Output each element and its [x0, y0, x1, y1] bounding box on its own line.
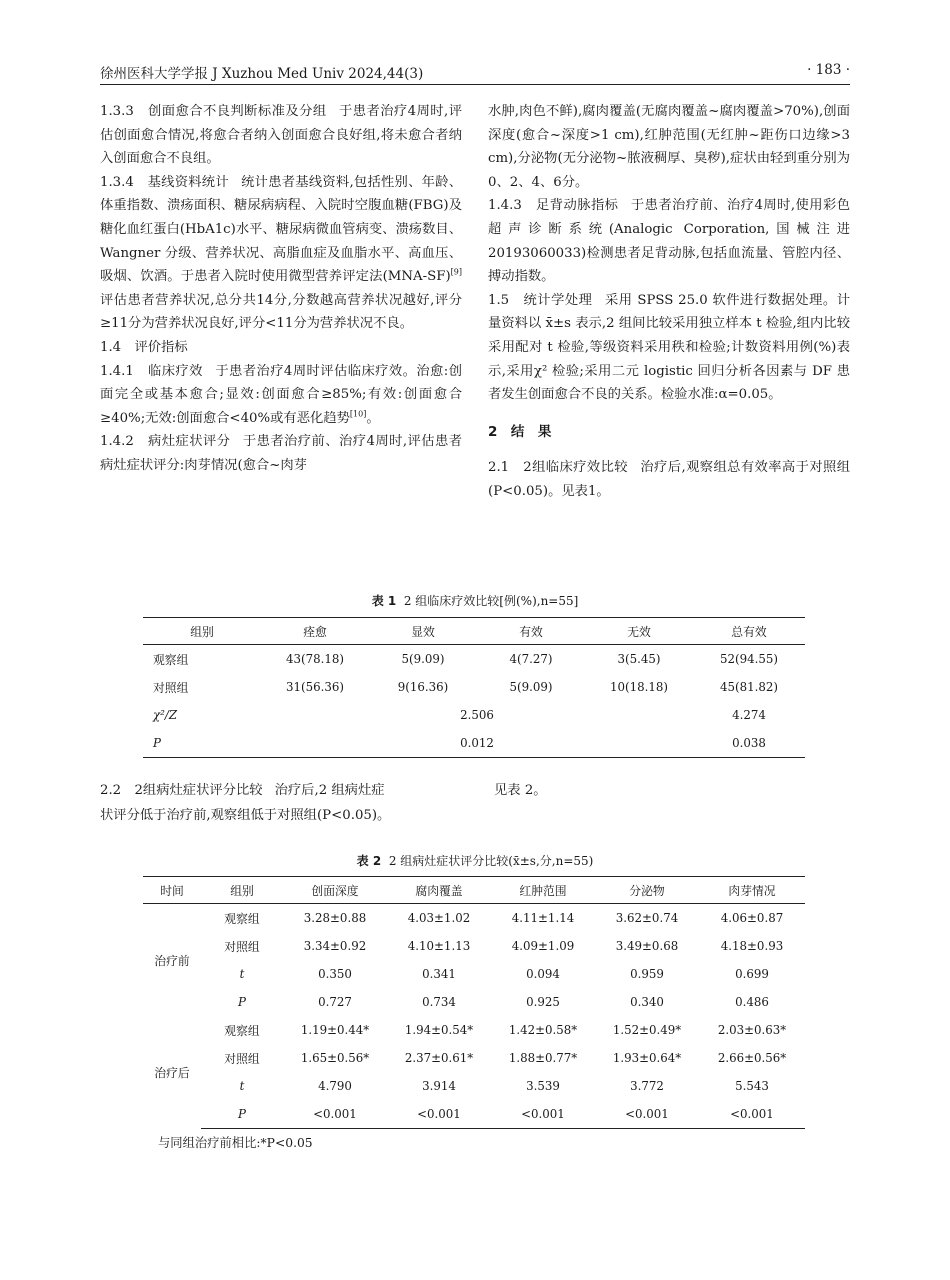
table-cell: 0.699: [735, 967, 769, 981]
section-1-4-3-heading: 1.4.3 足背动脉指标: [488, 198, 619, 214]
table-row: [143, 960, 805, 988]
table-cell: 观察组: [224, 911, 260, 926]
table-row: [143, 1100, 805, 1129]
stat-value: 0.038: [693, 729, 805, 758]
table-cell: <0.001: [491, 1100, 595, 1129]
citation-9: [9]: [450, 267, 462, 277]
table-cell: 1.93±0.64*: [612, 1051, 682, 1065]
table-cell: 1.19±0.44*: [300, 1023, 370, 1037]
section-1-4-2-continued: 水肿,肉色不鲜),腐肉覆盖(无腐肉覆盖~腐肉覆盖>70%),创面深度(愈合~深度>1 cm),红肿范围(无红肿~距伤口边缘>3 cm),分泌物(无分泌物~脓液稠厚、臭秽),症状由轻到重分别为0、2、4、6分。: [488, 104, 850, 190]
table-cell: 2.03±0.63*: [717, 1023, 787, 1037]
section-2-2-body-line2: 状评分低于治疗前,观察组低于对照组(P<0.05)。: [100, 808, 391, 823]
table-cell: 3.34±0.92: [303, 939, 367, 953]
section-2-1: [488, 456, 850, 503]
table-2-title: 2 组病灶症状评分比较(x̄±s,分,n=55): [388, 854, 594, 868]
section-1-4-3-body: 于患者治疗前、治疗4周时,使用彩色超声诊断系统(Analogic Corporation,国械注进 20193060033)检测患者足背动脉,包括血流量、管腔内径、搏动指数。: [488, 198, 850, 285]
section-2-2-body: 治疗后,2 组病灶症: [274, 783, 385, 798]
table-row: [143, 1072, 805, 1100]
table-2-header-cell: 组别: [201, 877, 283, 904]
table-cell: 10(18.18): [610, 680, 668, 694]
section-2-2-see-table: 见表 2。: [494, 783, 547, 798]
section-1-4-1: [100, 360, 462, 431]
time-period-cell: 治疗后: [154, 1065, 190, 1080]
table-cell: 3.28±0.88: [303, 911, 367, 925]
table-cell: 3(5.45): [617, 652, 661, 666]
section-1-4-1-end: 。: [366, 410, 380, 426]
table-cell: 3.62±0.74: [615, 911, 679, 925]
section-2-2-heading: 2.2 2组病灶症状评分比较: [100, 783, 263, 798]
section-1-3-3-body: 于患者治疗4周时,评估创面愈合情况,将愈合者纳入创面愈合良好组,将未愈合者纳入创面愈合不良组。: [100, 104, 462, 167]
section-1-4-1-heading: 1.4.1 临床疗效: [100, 363, 203, 379]
table-1-header-cell: 总有效: [693, 618, 805, 645]
section-2-2-line1: [100, 778, 385, 803]
table-row: [143, 988, 805, 1016]
table-row: [143, 729, 805, 758]
stat-value: 2.506: [460, 708, 494, 722]
table-cell: 对照组: [153, 680, 189, 695]
journal-citation: 徐州医科大学学报 J Xuzhou Med Univ 2024,44(3): [100, 66, 424, 82]
section-1-4-1-body: 于患者治疗4周时评估临床疗效。治愈:创面完全或基本愈合;显效:创面愈合≥85%;有效:创面愈合≥40%;无效:创面愈合<40%或有恶化趋势: [100, 363, 462, 426]
section-1-4-heading: 1.4 评价指标: [100, 339, 188, 355]
table-cell: 对照组: [224, 1051, 260, 1066]
table-cell: P: [238, 995, 246, 1009]
table-cell: 0.959: [630, 967, 664, 981]
table-cell: 4.790: [318, 1079, 352, 1093]
table-cell: <0.001: [387, 1100, 491, 1129]
table-cell: P: [201, 1100, 283, 1129]
table-cell: 4.10±1.13: [407, 939, 471, 953]
table-2-header-cell: 红肿范围: [491, 877, 595, 904]
time-period-cell: 治疗前: [154, 953, 190, 968]
table-2: [143, 876, 805, 1129]
table-cell: 43(78.18): [286, 652, 344, 666]
section-1-4-2-body: 于患者治疗前、治疗4周时,评估患者病灶症状评分:肉芽情况(愈合~肉芽: [100, 434, 462, 473]
table-cell: 0.727: [318, 995, 352, 1009]
table-cell: t: [239, 967, 245, 981]
section-1-5: [488, 289, 850, 407]
section-1-3-4: [100, 171, 462, 336]
table-cell: 1.65±0.56*: [300, 1051, 370, 1065]
table-cell: 4(7.27): [509, 652, 553, 666]
table-2-header-cell: 分泌物: [595, 877, 699, 904]
table-cell: 4.09±1.09: [511, 939, 575, 953]
table-cell: 4.06±0.87: [720, 911, 784, 925]
right-column: [488, 100, 850, 504]
table-cell: 对照组: [224, 939, 260, 954]
table-cell: 9(16.36): [397, 680, 449, 694]
table-row: [143, 645, 805, 674]
citation-10: [10]: [349, 409, 367, 419]
section-2-1-heading: 2.1 2组临床疗效比较: [488, 460, 628, 476]
table-cell: <0.001: [699, 1100, 805, 1129]
left-column: [100, 100, 462, 478]
table-cell: t: [239, 1079, 245, 1093]
table-cell: 0.341: [422, 967, 456, 981]
table-cell: 0.925: [526, 995, 560, 1009]
table-1-caption: [100, 592, 850, 609]
table-cell: 1.52±0.49*: [612, 1023, 682, 1037]
table-cell: 3.49±0.68: [615, 939, 679, 953]
section-1-4-2: [100, 430, 462, 477]
table-1-header-cell: 显效: [369, 618, 477, 645]
table-1-label: 表 1: [371, 594, 397, 608]
stat-label: P: [143, 729, 261, 758]
table-cell: 0.486: [735, 995, 769, 1009]
table-cell: 4.18±0.93: [720, 939, 784, 953]
table-cell: 52(94.55): [720, 652, 778, 666]
table-cell: 3.539: [526, 1079, 560, 1093]
table-1-header-cell: 无效: [585, 618, 693, 645]
table-cell: 4.03±1.02: [407, 911, 471, 925]
table-cell: 观察组: [153, 652, 189, 667]
table-2-header-cell: 时间: [143, 877, 201, 904]
stat-value: 4.274: [732, 708, 766, 722]
table-row: [143, 673, 805, 701]
section-1-3-3: [100, 100, 462, 171]
table-1: [143, 617, 805, 758]
table-cell: 观察组: [224, 1023, 260, 1038]
table-cell: <0.001: [283, 1100, 387, 1129]
table-cell: 1.94±0.54*: [404, 1023, 474, 1037]
stat-value: 0.012: [261, 729, 693, 758]
section-2-1-body: 治疗后,观察组总有效率高于对照组(P<0.05)。见表1。: [488, 460, 851, 499]
table-cell: 3.914: [422, 1079, 456, 1093]
table-1-header-cell: 痊愈: [261, 618, 369, 645]
table-cell: 1.42±0.58*: [508, 1023, 578, 1037]
table-1-header-cell: 组别: [143, 618, 261, 645]
table-row: [143, 1016, 805, 1044]
table-cell: 1.88±0.77*: [508, 1051, 578, 1065]
table-cell: 0.094: [526, 967, 560, 981]
page-number: · 183 ·: [807, 62, 850, 78]
section-1-5-body: 采用 SPSS 25.0 软件进行数据处理。计量资料以 x̄±s 表示,2 组间比较采用独立样本 t 检验,组内比较采用配对 t 检验,等级资料采用秩和检验;计数资料用例(%)表示,采用χ² 检验;采用二元 logistic 回归分析各因素与 DF 患者发生创面愈合不良的关系。检验水准:α=0.05。: [488, 292, 850, 403]
table-cell: 3.772: [630, 1079, 664, 1093]
running-header: [100, 62, 850, 84]
table-cell: <0.001: [595, 1100, 699, 1129]
table-cell: 2.37±0.61*: [404, 1051, 474, 1065]
table-cell: 4.11±1.14: [511, 911, 575, 925]
section-1-3-4-body: 统计患者基线资料,包括性别、年龄、体重指数、溃疡面积、糖尿病病程、入院时空腹血糖(FBG)及糖化血红蛋白(HbA1c)水平、糖尿病微血管病变、溃疡数目、Wangner 分级、营养状况、高脂血症及血脂水平、高血压、吸烟、饮酒。于患者入院时使用微型营养评定法(MNA-SF): [100, 174, 462, 285]
table-2-header-cell: 创面深度: [283, 877, 387, 904]
section-2-heading: 2 结 果: [488, 423, 552, 440]
table-1-title: 2 组临床疗效比较[例(%),n=55]: [403, 594, 579, 608]
section-1-3-4-body-cont: 评估患者营养状况,总分共14分,分数越高营养状况越好,评分≥11分为营养状况良好,评分<11分为营养状况不良。: [100, 292, 462, 332]
table-2-header-cell: 肉芽情况: [699, 877, 805, 904]
table-cell: 0.734: [422, 995, 456, 1009]
table-cell: 31(56.36): [286, 680, 344, 694]
table-cell: 0.340: [630, 995, 664, 1009]
table-row: [143, 1044, 805, 1072]
table-2-caption: [100, 852, 850, 869]
section-1-3-4-heading: 1.3.4 基线资料统计: [100, 174, 229, 190]
table-2-header-cell: 腐肉覆盖: [387, 877, 491, 904]
stat-label: χ²/Z: [153, 708, 178, 722]
table-cell: 2.66±0.56*: [717, 1051, 787, 1065]
section-1-4-2-heading: 1.4.2 病灶症状评分: [100, 434, 231, 450]
header-rule: [100, 84, 850, 85]
table-row: [143, 932, 805, 960]
section-1-4-3: [488, 194, 850, 288]
table-1-header-cell: 有效: [477, 618, 585, 645]
table-2-label: 表 2: [356, 854, 382, 868]
table-cell: 45(81.82): [720, 680, 778, 694]
table-cell: 0.350: [318, 967, 352, 981]
table-row: [143, 701, 805, 729]
table-row: [143, 904, 805, 933]
section-1-5-heading: 1.5 统计学处理: [488, 292, 593, 308]
table-cell: 5(9.09): [509, 680, 553, 694]
table-cell: 5(9.09): [401, 652, 445, 666]
table-cell: 5.543: [735, 1079, 769, 1093]
table-2-footnote: 与同组治疗前相比:*P<0.05: [158, 1136, 313, 1150]
section-1-3-3-heading: 1.3.3 创面愈合不良判断标准及分组: [100, 104, 327, 119]
